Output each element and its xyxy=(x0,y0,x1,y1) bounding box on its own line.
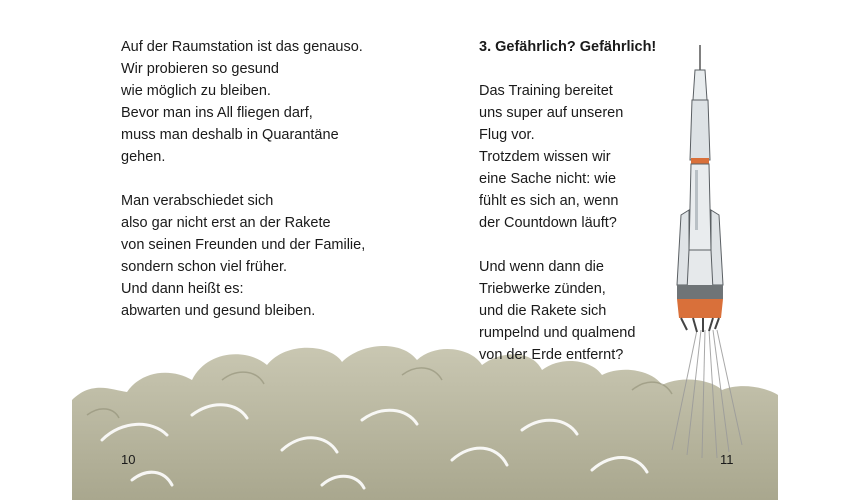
text-line: rumpelnd und qualmend xyxy=(479,325,636,341)
text-line: der Countdown läuft? xyxy=(479,215,617,231)
right-page-text xyxy=(479,36,689,366)
text-line: uns super auf unseren xyxy=(479,105,624,121)
book-spread xyxy=(72,0,778,500)
text-line: Und wenn dann die xyxy=(479,259,604,275)
text-line: Triebwerke zünden, xyxy=(479,281,606,297)
paragraph xyxy=(479,256,689,366)
text-line: also gar nicht erst an der Rakete xyxy=(121,215,331,231)
text-line: sondern schon viel früher. xyxy=(121,259,288,275)
text-line: Das Training bereitet xyxy=(479,83,613,99)
paragraph xyxy=(121,36,421,168)
page-number-right: 11 xyxy=(720,452,734,467)
left-page-text xyxy=(121,36,421,322)
text-line: Wir probieren so gesund xyxy=(121,61,279,77)
page-number-left: 10 xyxy=(121,452,136,467)
text-line: von seinen Freunden und der Familie, xyxy=(121,237,366,253)
text-line: Auf der Raumstation ist das genauso. xyxy=(121,39,363,55)
text-line: gehen. xyxy=(121,149,166,165)
text-line: wie möglich zu bleiben. xyxy=(121,83,271,99)
text-line: und die Rakete sich xyxy=(479,303,607,319)
section-heading: 3. Gefährlich? Gefährlich! xyxy=(479,39,657,55)
text-line: Flug vor. xyxy=(479,127,535,143)
text-line: Trotzdem wissen wir xyxy=(479,149,611,165)
text-line: Bevor man ins All fliegen darf, xyxy=(121,105,313,121)
text-line: von der Erde entfernt? xyxy=(479,347,624,363)
text-line: abwarten und gesund bleiben. xyxy=(121,303,316,319)
text-line: Man verabschiedet sich xyxy=(121,193,274,209)
text-line: fühlt es sich an, wenn xyxy=(479,193,619,209)
text-line: Und dann heißt es: xyxy=(121,281,244,297)
text-line: eine Sache nicht: wie xyxy=(479,171,617,187)
text-line: muss man deshalb in Quarantäne xyxy=(121,127,339,143)
paragraph xyxy=(479,80,689,234)
paragraph xyxy=(121,190,421,322)
